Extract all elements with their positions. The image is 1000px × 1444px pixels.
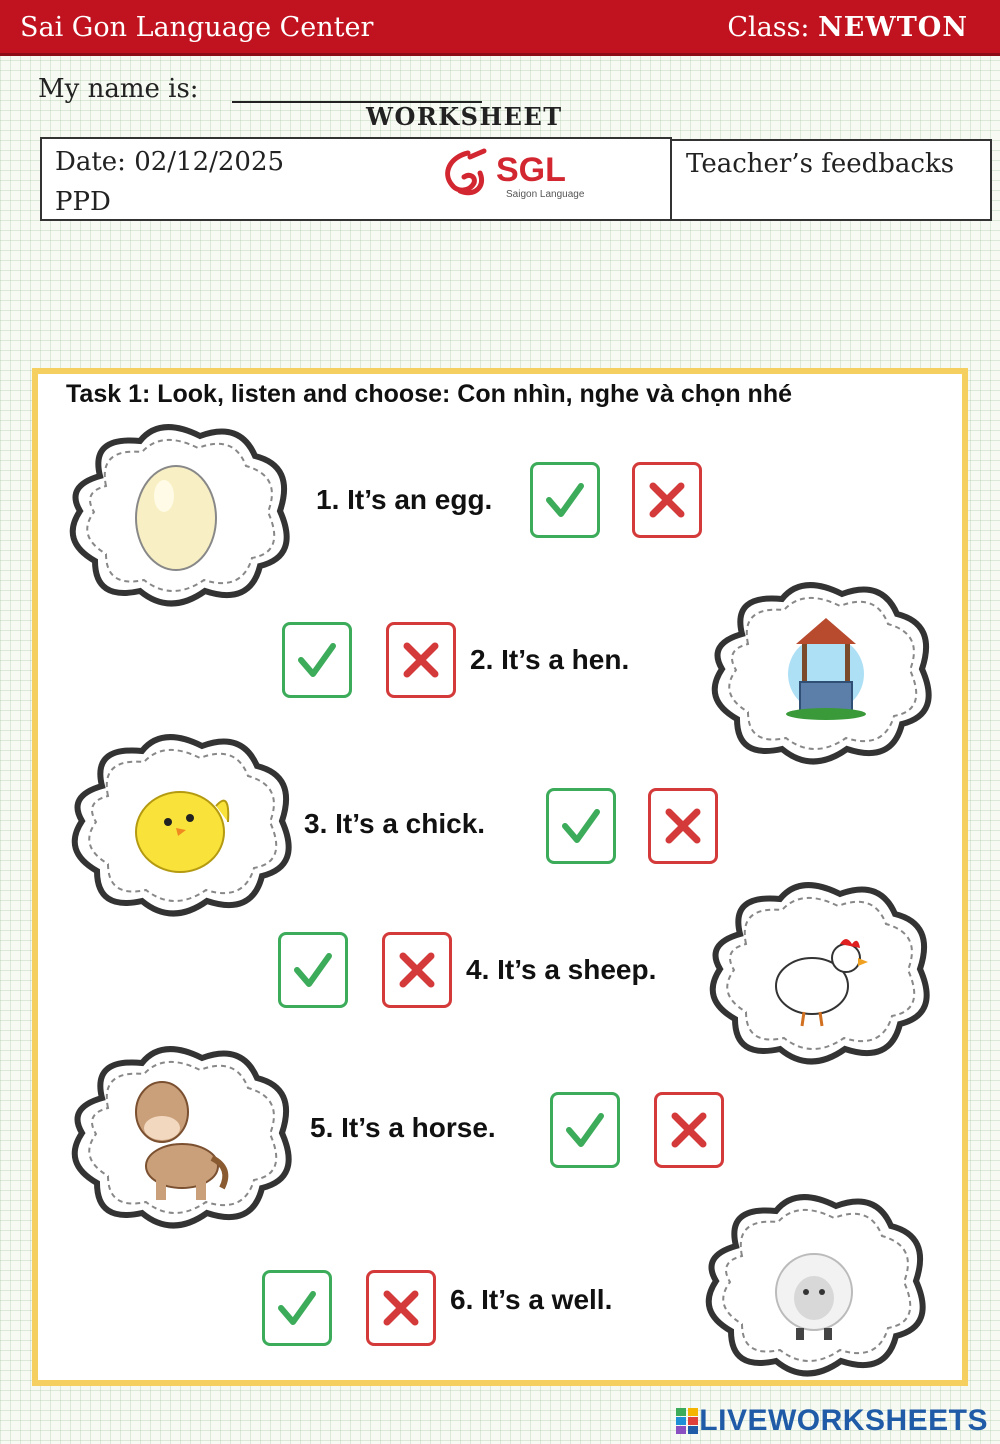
check-button-6[interactable] [262,1270,332,1346]
sgl-logo [440,147,600,203]
check-button-2[interactable] [282,622,352,698]
svg-text:SGL: SGL [496,151,566,189]
center-name: Sai Gon Language Center [20,12,374,43]
cross-button-3[interactable] [648,788,718,864]
sentence-5: 5. It’s a horse. [310,1112,496,1143]
cross-icon [661,804,705,848]
info-box [40,137,672,221]
class-info [727,12,968,43]
cross-icon [667,1108,711,1152]
cross-icon [645,478,689,522]
task-title: Task 1: Look, listen and choose: Con nhìn, nghe và chọn nhé [66,380,793,408]
svg-text:Saigon Language: Saigon Language [506,189,585,200]
cross-button-1[interactable] [632,462,702,538]
class-label: Class: [727,12,810,43]
class-value: NEWTON [818,12,968,43]
feedback-label: Teacher’s feedbacks [686,149,955,179]
hen-icon [700,874,936,1074]
cross-icon [379,1286,423,1330]
check-icon [275,1286,319,1330]
header-bar [0,0,1000,56]
check-button-5[interactable] [550,1092,620,1168]
sentence-2: 2. It’s a hen. [470,644,630,675]
check-icon [543,478,587,522]
check-icon [559,804,603,848]
check-icon [563,1108,607,1152]
feedback-box [670,139,992,221]
well-icon [702,574,938,774]
egg-icon [60,416,296,616]
liveworksheets-logo [675,1404,988,1438]
check-button-3[interactable] [546,788,616,864]
task-panel [32,368,968,1386]
cross-button-5[interactable] [654,1092,724,1168]
check-button-4[interactable] [278,932,348,1008]
check-icon [291,948,335,992]
date-text: Date: 02/12/2025 [55,147,285,177]
sentence-4: 4. It’s a sheep. [466,954,657,985]
liveworksheets-mark-icon [675,1407,699,1435]
cross-icon [399,638,443,682]
sheep-icon [696,1186,932,1386]
cross-button-4[interactable] [382,932,452,1008]
ppd-text: PPD [55,187,111,217]
check-icon [295,638,339,682]
sentence-3: 3. It’s a chick. [304,808,486,839]
sentence-1: 1. It’s an egg. [316,484,493,515]
sentence-6: 6. It’s a well. [450,1284,613,1315]
liveworksheets-text: LIVEWORKSHEETS [699,1404,988,1437]
worksheet-title: WORKSHEET [366,102,563,131]
name-label: My name is: [38,74,199,104]
cross-button-2[interactable] [386,622,456,698]
horse-icon [62,1038,298,1238]
cross-button-6[interactable] [366,1270,436,1346]
check-button-1[interactable] [530,462,600,538]
chick-icon [62,726,298,926]
cross-icon [395,948,439,992]
